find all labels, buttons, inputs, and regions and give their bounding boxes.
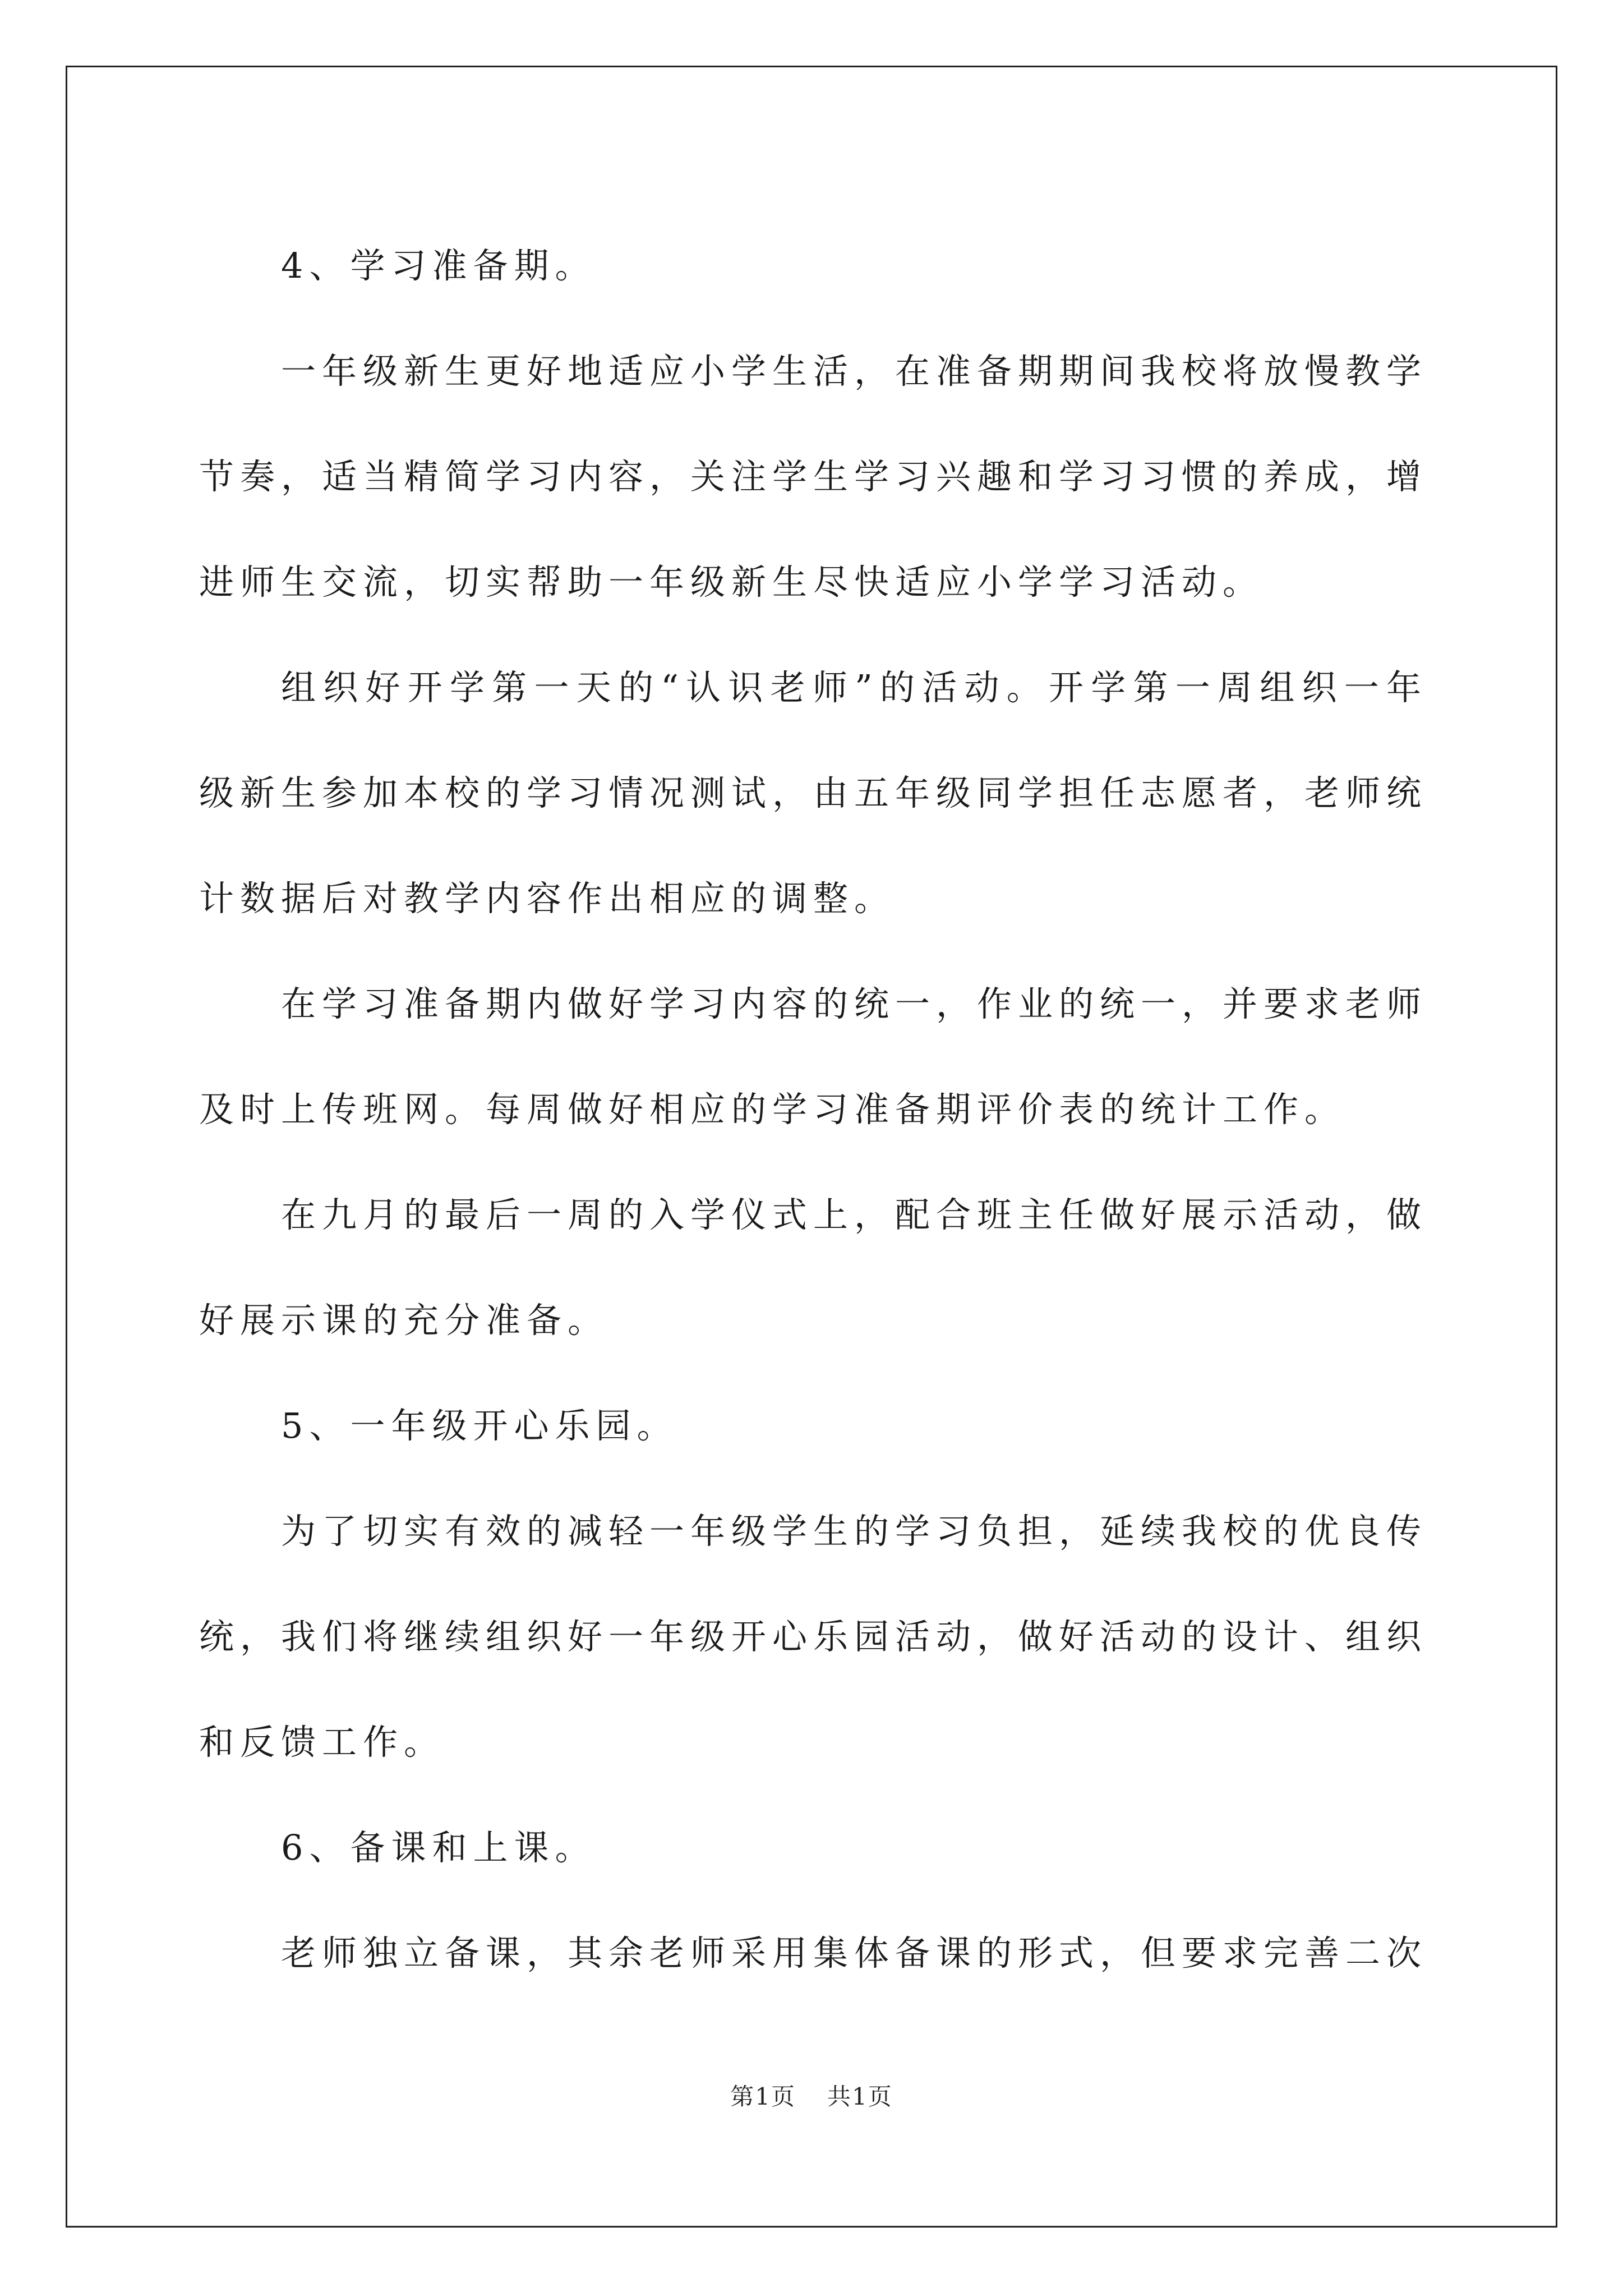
paragraph-section-4-heading: 4、学习准备期。 xyxy=(281,245,596,286)
page-total: 共1页 xyxy=(827,2083,893,2110)
paragraph: 老师独立备课，其余老师采用集体备课的形式，但要求完善二次 xyxy=(281,1932,1428,1973)
document-body xyxy=(199,213,1427,2006)
paragraph: 为了切实有效的减轻一年级学生的学习负担，延续我校的优良传统，我们将继续组织好一年级开心乐园活动，做好活动的设计、组织和反馈工作。 xyxy=(199,1511,1428,1763)
paragraph: 一年级新生更好地适应小学生活，在准备期期间我校将放慢教学节奏，适当精简学习内容，关注学生学习兴趣和学习习惯的养成，增进师生交流，切实帮助一年级新生尽快适应小学学习活动。 xyxy=(199,351,1428,602)
paragraph-section-6-heading: 6、备课和上课。 xyxy=(281,1827,596,1868)
page-number: 第1页 xyxy=(730,2083,796,2110)
paragraph: 在九月的最后一周的入学仪式上，配合班主任做好展示活动，做好展示课的充分准备。 xyxy=(199,1194,1428,1341)
page-footer xyxy=(0,2080,1623,2114)
paragraph-section-5-heading: 5、一年级开心乐园。 xyxy=(281,1405,678,1446)
paragraph: 在学习准备期内做好学习内容的统一，作业的统一，并要求老师及时上传班网。每周做好相应的学习准备期评价表的统计工作。 xyxy=(199,983,1428,1130)
paragraph: 组织好开学第一天的“认识老师”的活动。开学第一周组织一年级新生参加本校的学习情况测试，由五年级同学担任志愿者，老师统计数据后对教学内容作出相应的调整。 xyxy=(199,667,1428,919)
